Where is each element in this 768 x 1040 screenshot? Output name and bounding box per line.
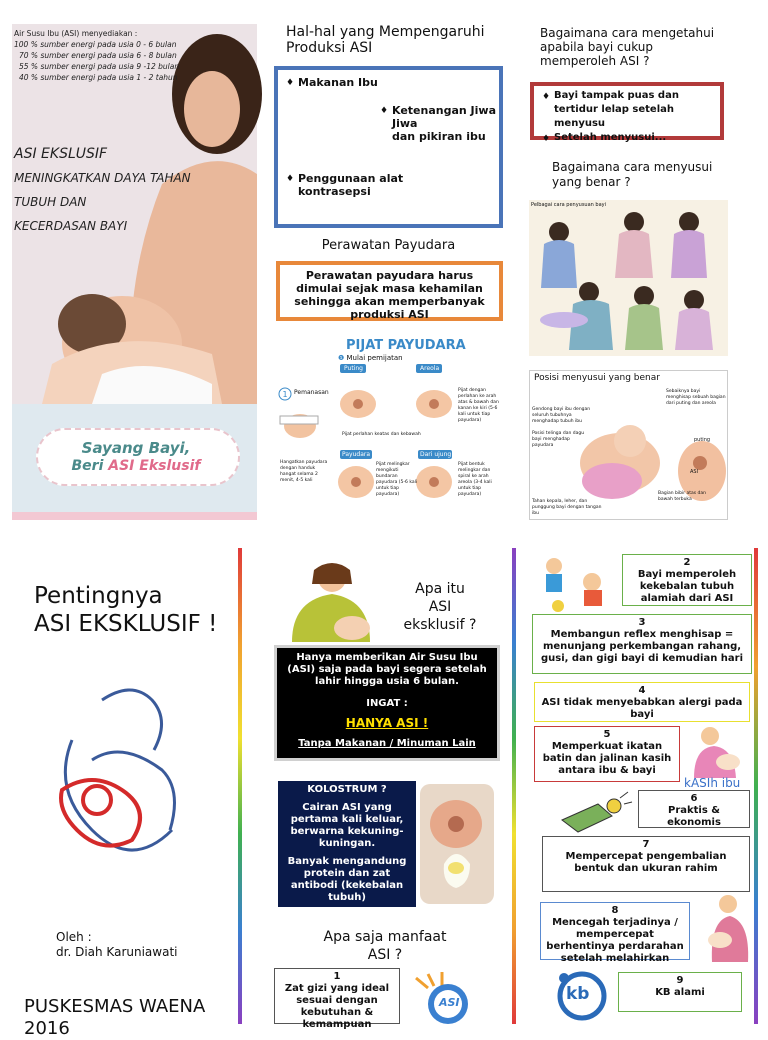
hanya-asi: HANYA ASI ! <box>345 716 429 730</box>
factors-heading-line: Hal-hal yang Mempengaruhi <box>286 24 485 40</box>
banner-line2-prefix: Beri <box>71 458 109 474</box>
benefit-number: 2 <box>683 557 691 568</box>
benefit-line: bayi <box>630 709 654 720</box>
factors-box <box>274 66 503 228</box>
massage-caption: Pijat dengan perlahan ke arah atas & bawah dan kanan ke kiri (5-6 kali untuk tiap payudara) <box>458 388 499 423</box>
benefit-number: 1 <box>333 971 341 982</box>
factor-item: kontrasepsi <box>298 185 371 198</box>
factor-item: ♦ Ketenangan Jiwa <box>392 104 496 117</box>
colostrum-line: berwarna kekuning- <box>290 826 404 837</box>
position-note: Posisi telinga dan dagu bayi menghadap payudara <box>532 431 585 448</box>
benefit-4 <box>534 682 750 722</box>
label-payudara: Payudara <box>342 451 371 458</box>
benefit-line: Membangun reflex menghisap = <box>550 629 734 640</box>
factor-item: dan pikiran ibu <box>392 130 486 143</box>
sayang-bayi-banner <box>12 404 257 520</box>
breast-care-line: produksi ASI <box>350 308 429 321</box>
benefit-7 <box>542 836 750 892</box>
colostrum-line: Banyak mengandung <box>287 856 407 867</box>
slogan-line: MENINGKATKAN DAYA TAHAN <box>14 171 191 185</box>
mother-nursing-illustration <box>282 560 372 642</box>
org-block <box>24 996 205 1040</box>
benefit-2 <box>622 554 752 606</box>
banner-line2-em: ASI Ekslusif <box>108 458 201 474</box>
benefits-heading-line: Apa saja manfaat <box>323 929 447 945</box>
benefits-heading <box>290 928 480 964</box>
label-areola: Areola <box>420 365 440 372</box>
benefit-line: mempercepat <box>576 929 654 940</box>
benefit-line: sesuai dengan <box>296 995 378 1006</box>
what-is-heading-line: ASI <box>428 599 452 615</box>
kasih-ibu-label: kASIh ibu <box>684 776 741 790</box>
banner-line2 <box>36 458 236 474</box>
breastfeeding-heading-line: yang benar ? <box>552 175 631 189</box>
factor-item: ♦ Penggunaan alat <box>298 172 403 185</box>
table-row: 70 % sumber energi pada usia 6 - 8 bulan <box>19 51 177 60</box>
colostrum-line: tubuh) <box>328 892 366 903</box>
kids-playing-illustration <box>534 552 622 618</box>
breastfeeding-heading <box>552 160 712 190</box>
massage-caption: Hangatkan payudara dengan handuk hangat selama 2 menit, 4-5 kali <box>280 460 328 483</box>
benefit-line: Mencegah terjadinya / <box>552 917 678 928</box>
benefit-line: setelah melahirkan <box>560 953 670 964</box>
benefit-line: antara ibu & bayi <box>558 765 656 776</box>
table-row: 40 % sumber energi pada usia 1 - 2 tahun <box>19 73 178 82</box>
benefit-line: ASI tidak menyebabkan alergi pada <box>541 697 743 708</box>
step1-label: Pemanasan <box>294 389 329 396</box>
definition-line: (ASI) saja pada bayi segera setelah <box>287 664 487 675</box>
benefit-line: KB alami <box>655 987 705 998</box>
definition-box <box>274 645 500 761</box>
enough-milk-heading-line: Bagaimana cara mengetahui <box>540 26 715 40</box>
benefit-line: menunjang perkembangan rahang, <box>542 641 742 652</box>
positions-illustrations <box>529 200 728 356</box>
benefit-number: 6 <box>690 793 698 804</box>
colostrum-box <box>278 781 416 907</box>
positions-chart-title: Pelbagai cara penyusuan bayi <box>531 202 607 208</box>
breastfeeding-heading-line: Bagaimana cara menyusui <box>552 160 713 174</box>
benefit-line: Zat gizi yang ideal <box>284 983 390 994</box>
slogan-line: KECERDASAN BAYI <box>14 219 128 233</box>
tanpa-label: Tanpa Makanan / Minuman Lain <box>298 738 476 749</box>
table-title: Air Susu Ibu (ASI) menyediakan : <box>14 29 138 38</box>
breast-care-line: sehingga akan memperbanyak <box>294 295 485 308</box>
benefits-heading-line: ASI ? <box>367 947 403 963</box>
cover-title-line: ASI EKSKLUSIF ! <box>34 611 218 637</box>
benefit-line: kekebalan tubuh <box>639 581 735 592</box>
table-row: 100 % sumber energi pada usia 0 - 6 bulan <box>14 40 177 49</box>
benefit-line: Mempercepat pengembalian <box>565 851 727 862</box>
what-is-heading <box>390 580 490 634</box>
table-row: 55 % sumber energi pada usia 9 -12 bulan <box>19 62 180 71</box>
benefit-line: alamiah dari ASI <box>640 593 734 604</box>
position-note: Tahan kepala, leher, dan punggung bayi dengan tangan ibu <box>532 499 602 516</box>
enough-milk-heading-line: memperoleh ASI ? <box>540 54 650 68</box>
cover-title <box>34 582 217 638</box>
position-note: ASI <box>690 469 699 475</box>
benefit-line: berhentinya perdarahan <box>546 941 684 952</box>
factor-item: ♦ Makanan Ibu <box>298 76 378 89</box>
benefit-9 <box>618 972 742 1012</box>
benefit-line: Praktis & <box>667 805 721 816</box>
benefit-line: ekonomis <box>667 817 721 828</box>
asi-badge-label: ASI <box>439 996 460 1009</box>
breast-care-heading: Perawatan Payudara <box>321 238 456 253</box>
benefit-8 <box>540 902 690 964</box>
benefit-line: kemampuan <box>302 1019 372 1030</box>
enough-milk-line: ♦ Bayi tampak puas dan <box>554 90 679 102</box>
benefit-number: 3 <box>638 617 646 628</box>
benefit-number: 4 <box>638 685 646 696</box>
label-puting: Puting <box>344 365 363 372</box>
benefit-number: 9 <box>676 975 684 986</box>
position-note: Bagian bibir atas dan bawah terbuka <box>658 491 707 502</box>
position-note: Sebaiknya bayi menghisap sebuah bagian dari puting dan areola <box>666 389 726 406</box>
org-name: PUSKESMAS WAENA <box>24 996 206 1017</box>
benefit-line: Bayi memperoleh <box>637 569 737 580</box>
factors-heading <box>286 24 484 56</box>
enough-milk-heading-line: apabila bayi cukup <box>540 40 654 54</box>
benefit-number: 7 <box>642 839 650 850</box>
position-note: puting <box>694 437 711 443</box>
rainbow-edge-right <box>754 548 758 1024</box>
author-label: Oleh : <box>56 930 92 944</box>
massage-start-label: Mulai pemijatan <box>346 354 403 362</box>
what-is-heading-line: Apa itu <box>415 581 465 597</box>
kasih-ibu-illustration <box>684 722 752 782</box>
cover-title-line: Pentingnya <box>34 583 163 609</box>
kb-logo-text: kb <box>566 984 590 1004</box>
cover-slogan <box>14 142 191 238</box>
colostrum-line: antibodi (kekebalan <box>290 880 404 891</box>
enough-milk-line: tertidur lelap setelah <box>554 104 675 115</box>
benefit-6 <box>638 790 750 828</box>
benefit-5 <box>534 726 680 782</box>
rainbow-edge-left <box>238 548 242 1024</box>
cover-photo-panel <box>12 24 257 520</box>
benefit-3 <box>532 614 752 674</box>
slogan-line: TUBUH DAN <box>14 195 87 209</box>
ingat-label: INGAT : <box>366 698 408 709</box>
colostrum-line: protein dan zat <box>303 868 391 879</box>
colostrum-line: Cairan ASI yang <box>302 802 392 813</box>
colostrum-line: kuningan. <box>318 838 376 849</box>
breast-care-box <box>276 261 503 321</box>
benefit-line: Memperkuat ikatan <box>551 741 663 752</box>
breastfeeding-positions-chart <box>529 200 728 356</box>
benefit-line: gusi, dan gigi bayi di kemudian hari <box>540 653 744 664</box>
benefit-number: 5 <box>603 729 611 740</box>
benefit-line: kebutuhan & <box>300 1007 374 1018</box>
rainbow-edge-mid <box>512 548 516 1024</box>
massage-caption: Pijat bentuk melingkar dan spiral ke arah areola (3-4 kali untuk tiap payudara) <box>458 462 492 497</box>
definition-line: Hanya memberikan Air Susu Ibu <box>296 652 478 663</box>
colostrum-title: KOLOSTRUM ? <box>307 784 387 795</box>
benefit-1 <box>274 968 400 1030</box>
definition-line: lahir hingga usia 6 bulan. <box>315 676 459 687</box>
massage-caption: Pijat perlahan keatas dan kebawah <box>342 432 421 437</box>
mother-baby-illustration <box>692 892 754 966</box>
breast-care-line: Perawatan payudara harus <box>305 269 474 282</box>
slogan-line: ASI EKSLUSIF <box>14 146 108 162</box>
author-name: dr. Diah Karuniawati <box>56 945 178 959</box>
factor-item-cont: Jiwa <box>392 117 418 130</box>
banner-line1: Sayang Bayi, <box>81 439 191 457</box>
position-note: Gendong bayi ibu dengan seluruh tubuhnya menghadap tubuh ibu <box>532 407 591 424</box>
money-illustration <box>558 790 634 834</box>
massage-title: PIJAT PAYUDARA <box>346 338 466 353</box>
enough-milk-box <box>530 82 724 143</box>
cover-bottom-panel <box>12 548 242 1039</box>
org-year: 2016 <box>24 1018 70 1039</box>
breast-massage-infographic <box>276 330 504 520</box>
breastfeeding-logo <box>42 680 202 880</box>
correct-position-diagram <box>529 370 728 520</box>
svg-text:1: 1 <box>282 390 288 399</box>
enough-milk-line: menyusu <box>554 118 606 129</box>
colostrum-line: pertama kali keluar, <box>290 814 404 825</box>
factors-heading-line: Produksi ASI <box>286 40 373 56</box>
enough-milk-heading <box>540 26 714 68</box>
asi-energy-table <box>14 28 184 83</box>
colostrum-photo <box>420 784 494 904</box>
position-title: Posisi menyusui yang benar <box>534 373 660 383</box>
benefit-number: 8 <box>611 905 619 916</box>
massage-start: ❶ Mulai pemijatan <box>338 354 403 362</box>
benefit-line: batin dan jalinan kasih <box>542 753 672 764</box>
benefit-line: bentuk dan ukuran rahim <box>574 863 718 874</box>
what-is-heading-line: eksklusif ? <box>403 617 477 633</box>
breast-care-line: dimulai sejak masa kehamilan <box>296 282 483 295</box>
enough-milk-line: ♦ Setelah menyusui... <box>554 132 666 144</box>
label-dari-ujung: Dari ujung <box>420 451 452 458</box>
massage-caption: Pijat melingkar mengikuti bundaran payudara (5-6 kali untuk tiap payudara) <box>376 462 418 497</box>
author-block <box>56 930 177 960</box>
